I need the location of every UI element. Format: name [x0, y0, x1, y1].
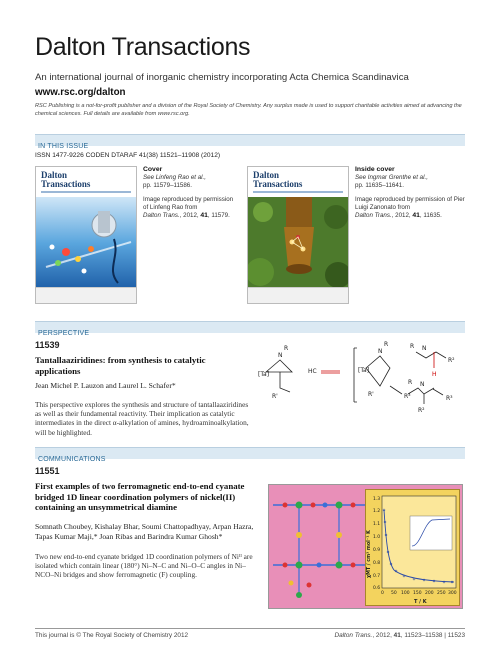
ref-volume: 41	[200, 212, 208, 220]
article-page-number: 11551	[35, 466, 60, 476]
section-bar-communications	[35, 447, 465, 463]
cover-reference	[143, 212, 238, 220]
footer-year: , 2012,	[372, 632, 394, 639]
y-tick-label: 0.8	[373, 561, 381, 566]
ref-pages: , 11635.	[419, 212, 442, 220]
y-tick-label: 0.9	[373, 548, 381, 553]
footer-citation: Dalton Trans., 2012, 41, 11523–11538 | 11523	[334, 632, 465, 639]
magnetic-plot	[366, 490, 461, 607]
ref-year: , 2012,	[391, 212, 413, 220]
magnetic-plot-panel	[365, 489, 460, 606]
inside-cover-image[interactable]	[247, 166, 349, 304]
reaction-scheme	[258, 338, 465, 413]
ref-year: , 2012,	[179, 212, 201, 220]
cover-permission: Image reproduced by permission of Linfeng Rao from	[143, 195, 234, 211]
article-abstract: Two new end-to-end cyanate bridged 1D coordination polymers of Niᴵᴵ are isolated which contain linear (180°) Ni–N–C and Ni–O–C angles in Ni–NCO–Ni bridges and show ferromagnetic (F) coupling.	[35, 552, 253, 580]
y-tick-label: 1.3	[373, 497, 381, 502]
scheme-label: N	[422, 345, 427, 352]
inside-cover-caption	[355, 166, 465, 220]
y-tick-label: 1.1	[373, 522, 381, 527]
journal-title: Dalton Transactions	[35, 33, 251, 61]
cover-thumb-strip	[41, 191, 131, 193]
scheme-label: R³	[404, 393, 411, 400]
scheme-label: R	[284, 345, 289, 352]
cover-see[interactable]: See Ingmar Grenthe et al.,	[355, 174, 428, 182]
cover-see[interactable]: See Linfeng Rao et al.,	[143, 174, 206, 182]
cover-caption	[143, 166, 238, 220]
article-authors: Jean Michel P. Lauzon and Laurel L. Schafer*	[35, 381, 176, 390]
cover-label: Cover	[143, 166, 163, 173]
footer-copyright: This journal is © The Royal Society of Chemistry 2012	[35, 632, 189, 639]
x-tick-label: 250	[437, 591, 446, 596]
cover-thumb-title	[41, 171, 90, 189]
article-title[interactable]: Tantallaaziridines: from synthesis to catalytic applications	[35, 355, 206, 376]
ref-journal: Dalton Trans.	[355, 212, 392, 220]
article-page-number: 11539	[35, 340, 60, 350]
article-title[interactable]: First examples of two ferromagnetic end-to-end cyanate bridged 1D linear coordination polymers of nickel(II) containing an unsymmetrical diamine	[35, 481, 245, 512]
cover-label: Inside cover	[355, 166, 395, 173]
section-bar-perspective	[35, 321, 465, 337]
crystal-structure	[269, 485, 369, 609]
scheme-label: R²	[418, 407, 425, 413]
issn-line: ISSN 1477-9226 CODEN DTARAF 41(38) 11521–11908 (2012)	[35, 152, 221, 159]
cover-permission: Image reproduced by permission of Pier Luigi Zanonato from	[355, 195, 465, 211]
x-tick-label: 150	[413, 591, 422, 596]
footer-volume: 41	[393, 632, 401, 639]
ref-volume: 41	[412, 212, 420, 220]
x-tick-label: 50	[391, 591, 397, 596]
cover-pages: pp. 11635–11641.	[355, 182, 404, 190]
journal-subtitle: An international journal of inorganic chemistry incorporating Acta Chemica Scandinavica	[35, 72, 409, 83]
cover-reference	[355, 212, 465, 220]
ref-journal: Dalton Trans.	[143, 212, 180, 220]
y-tick-label: 0.6	[373, 586, 381, 591]
scheme-label: R	[384, 341, 389, 348]
cover-pages: pp. 11579–11586.	[143, 182, 192, 190]
scheme-label: N	[278, 352, 283, 359]
cover-thumb-footer	[248, 287, 348, 303]
x-tick-label: 200	[425, 591, 434, 596]
scheme-label: R²	[448, 357, 455, 364]
y-tick-label: 1.0	[373, 535, 381, 540]
article-abstract: This perspective explores the synthesis and structure of tantallaaziridines as well as their fundamental reactivity. Their implication as catalytic intermediates in the direct α-alkylation of amines, hydroaminoalkylation, will be highlighted.	[35, 400, 249, 437]
scheme-label: R	[410, 343, 415, 350]
y-tick-label: 1.2	[373, 509, 381, 514]
cover-thumb-title	[253, 171, 302, 189]
section-bar-in-this-issue	[35, 134, 465, 150]
masthead	[35, 33, 250, 62]
scheme-label: R	[408, 379, 413, 386]
scheme-label: R'	[368, 391, 374, 398]
section-heading: PERSPECTIVE	[38, 330, 90, 337]
cover-thumb-title-line: Dalton	[41, 170, 68, 180]
inside-cover-artwork	[248, 197, 349, 289]
cover-image[interactable]	[35, 166, 137, 304]
publisher-note: RSC Publishing is a not-for-profit publisher and a division of the Royal Society of Chemistry. Any surplus made is used to support charitable activities aimed at advancing the chemical sciences. Full details are available from www.rsc.org.	[35, 103, 462, 117]
section-heading: IN THIS ISSUE	[38, 143, 89, 150]
scheme-label: [Ta]	[358, 367, 370, 374]
x-tick-label: 300	[448, 591, 457, 596]
y-axis-label: χMT / cm³ mol⁻¹ K	[367, 530, 372, 578]
cover-thumb-title-line: Transactions	[253, 179, 303, 189]
x-tick-label: 0	[381, 591, 384, 596]
scheme-label: R'	[272, 393, 278, 400]
cover-thumb-strip	[253, 191, 343, 193]
x-axis-label: T / K	[414, 599, 427, 605]
cover-thumb-title-line: Dalton	[253, 170, 280, 180]
x-tick-label: 100	[401, 591, 410, 596]
footer-journal: Dalton Trans.	[334, 632, 373, 639]
scheme-label: N	[378, 348, 383, 355]
scheme-label: R³	[446, 395, 453, 402]
y-tick-label: 0.7	[373, 574, 381, 579]
scheme-label: N	[420, 381, 425, 388]
scheme-label: [Ta]	[258, 371, 270, 378]
ref-pages: , 11579.	[207, 212, 230, 220]
scheme-label: HC	[308, 368, 317, 375]
footer-pages: , 11523–11538	[400, 632, 443, 639]
cover-thumb-footer	[36, 287, 136, 303]
toc-graphic[interactable]	[268, 484, 463, 609]
page-footer	[35, 628, 465, 640]
cover-artwork	[36, 197, 137, 289]
cover-thumb-title-line: Transactions	[41, 179, 91, 189]
article-authors: Somnath Choubey, Kishalay Bhar, Soumi Chattopadhyay, Arpan Hazra, Tapas Kumar Maji,* Joan Ribas and Barindra Kumar Ghosh*	[35, 522, 254, 541]
section-heading: COMMUNICATIONS	[38, 456, 106, 463]
footer-page-number: 11523	[447, 632, 465, 639]
scheme-label: H	[432, 371, 437, 378]
journal-url[interactable]: www.rsc.org/dalton	[35, 87, 126, 98]
